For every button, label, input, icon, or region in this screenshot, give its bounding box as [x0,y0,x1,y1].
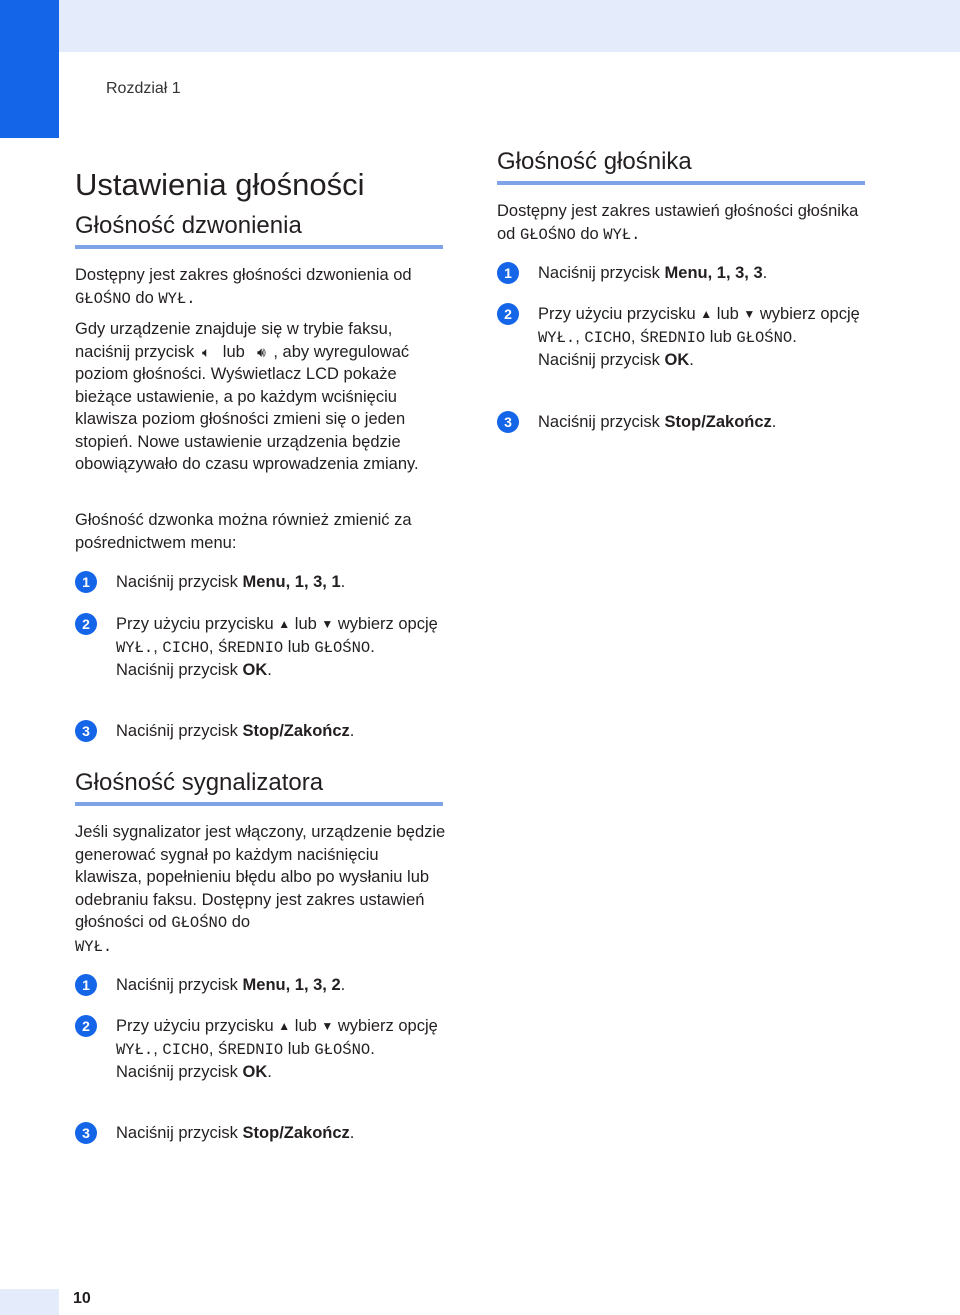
step-number-badge: 2 [75,613,97,635]
up-arrow-icon: ▲ [278,1019,291,1033]
step-number-badge: 3 [75,1122,97,1144]
step-number-badge: 2 [75,1015,97,1037]
beeper-paragraph: Jeśli sygnalizator jest włączony, urządzenie będzie generować sygnał po każdym naciśnięciu klawisza, popełnieniu błędu albo po wysłaniu lub odebraniu faksu. Dostępny jest zakres ustawień głośności od GŁOŚNO do WYŁ. [75,823,446,956]
step-number-badge: 1 [75,571,97,593]
section-heading-speaker: Głośność głośnika [497,148,692,175]
up-arrow-icon: ▲ [700,307,713,321]
down-arrow-icon: ▼ [321,617,334,631]
section-heading-ring: Głośność dzwonienia [75,212,302,239]
speaker-paragraph: Dostępny jest zakres ustawień głośności głośnika od GŁOŚNO do WYŁ. [497,202,859,244]
down-arrow-icon: ▼ [743,307,756,321]
up-arrow-icon: ▲ [278,617,291,631]
step-number-badge: 1 [497,262,519,284]
page-title: Ustawienia głośności [75,166,365,202]
down-arrow-icon: ▼ [321,1019,334,1033]
footer-band [0,1289,59,1315]
section-heading-beeper: Głośność sygnalizatora [75,769,324,796]
step-number-badge: 3 [75,720,97,742]
page-number: 10 [73,1290,91,1307]
section-rule [75,802,443,806]
step-number-badge: 1 [75,974,97,996]
section-rule [497,181,865,185]
chapter-label: Rozdział 1 [106,80,181,97]
ring-paragraph-menu: Głośność dzwonka można również zmienić za pośrednictwem menu: [75,511,412,552]
chapter-tab-marker [0,0,59,138]
step-number-badge: 3 [497,411,519,433]
header-band [0,0,960,52]
ring-paragraph-keys: Gdy urządzenie znajduje się w trybie faksu, naciśnij przycisk 🔈︎ lub 🔊︎ , aby wyregulować poziom głośności. Wyświetlacz LCD pokaże bieżące ustawienie, a po każdym wciśnięciu klawisza poziom głośności zmieni się o jeden stopień. Nowe ustawienie urządzenia będzie obowiązywało do czasu wprowadzenia zmiany. [75,320,419,473]
step-number-badge: 2 [497,303,519,325]
ring-paragraph-range: Dostępny jest zakres głośności dzwonienia od GŁOŚNO do WYŁ. [75,266,412,308]
volume-up-icon: 🔊︎ [256,343,266,360]
volume-down-icon: 🔈︎ [202,343,211,360]
section-rule [75,245,443,249]
